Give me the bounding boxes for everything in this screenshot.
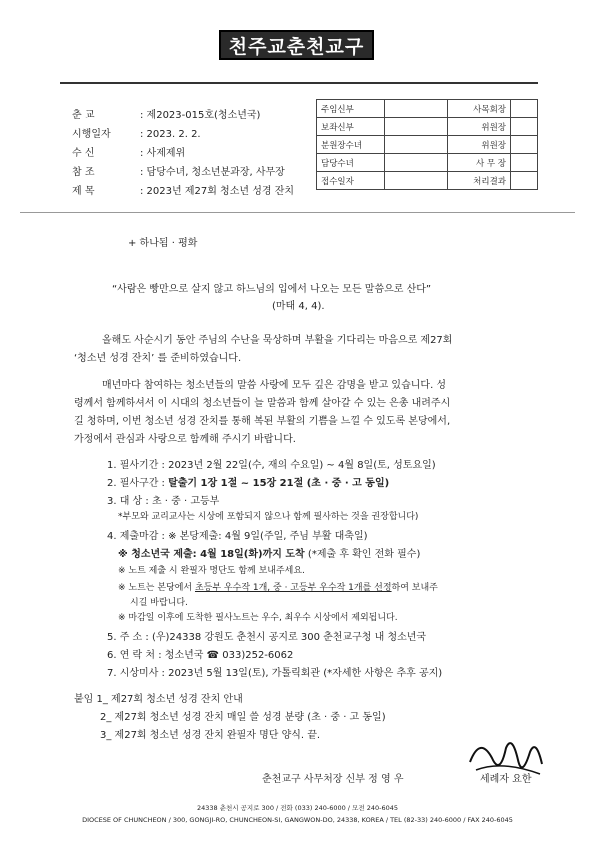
paragraph-line: ‘청소년 성경 잔치’ 를 준비하였습니다. xyxy=(74,353,242,364)
meta-label: 참 조 xyxy=(72,167,95,178)
item-section-value: 탈출기 1장 1절 ~ 15장 21절 (초 · 중 · 고 동일) xyxy=(168,478,390,489)
meta-row-date xyxy=(72,125,294,144)
approval-label: 사목회장 xyxy=(448,100,511,118)
approval-cell xyxy=(511,154,538,172)
paragraph-line: 매년마다 참여하는 청소년들의 말씀 사랑에 모두 깊은 감명을 받고 있습니다. 성 xyxy=(102,380,447,391)
deadline-note-part: ※ 노트는 본당에서 xyxy=(118,583,195,593)
meta-label: 시행일자 xyxy=(72,129,111,140)
approval-table xyxy=(316,99,538,190)
approval-row xyxy=(317,100,538,118)
deadline-note xyxy=(118,580,438,593)
deadline-office-note: (*제출 후 확인 전화 필수) xyxy=(304,549,421,560)
header-divider xyxy=(60,82,538,84)
section-divider xyxy=(20,212,575,213)
greeting: + 하나됨 · 평화 xyxy=(128,238,198,249)
approval-row xyxy=(317,172,538,190)
attachment-item: 2_ 제27회 청소년 성경 잔치 매일 쓸 성경 분량 (초 · 중 · 고 동일) xyxy=(100,712,386,723)
handwritten-signature xyxy=(462,730,552,790)
approval-cell xyxy=(511,172,538,190)
approval-cell xyxy=(385,154,448,172)
approval-label: 위원장 xyxy=(448,136,511,154)
approval-cell xyxy=(385,136,448,154)
approval-label: 담당수녀 xyxy=(317,154,385,172)
meta-value: : 2023. 2. 2. xyxy=(140,129,201,140)
approval-label: 주임신부 xyxy=(317,100,385,118)
footer-korean-address: 24338 춘천시 공지로 300 / 전화 (033) 240-6000 / 모전 240-6045 xyxy=(197,804,398,812)
document-meta xyxy=(72,106,294,201)
approval-cell xyxy=(385,100,448,118)
approval-cell xyxy=(385,172,448,190)
approval-cell xyxy=(511,100,538,118)
item-address: 5. 주 소 : (우)24338 강원도 춘천시 공지로 300 춘천교구청 내 청소년국 xyxy=(107,632,427,643)
paragraph-line: 길 청하며, 이번 청소년 성경 잔치를 통해 복된 부활의 기쁨을 느낄 수 있도록 본당에서, xyxy=(74,416,451,427)
approval-row xyxy=(317,118,538,136)
item-award-mass: 7. 시상미사 : 2023년 5월 13일(토), 가톨릭회관 (*자세한 사항은 추후 공지) xyxy=(107,668,443,679)
deadline-note-cont: 시길 바랍니다. xyxy=(130,598,188,608)
paragraph-line: 가정에서 관심과 사랑으로 함께해 주시기 바랍니다. xyxy=(74,434,296,445)
approval-cell xyxy=(511,136,538,154)
item-deadline-office xyxy=(118,545,420,560)
diocese-masthead: 천주교춘천교구 xyxy=(219,30,374,60)
footer-english-address: DIOCESE OF CHUNCHEON / 300, GONGJI-RO, CHUNCHEON-SI, GANGWON-DO, 24338, KOREA / TEL (82-33) 240-6000 / FAX 240-6045 xyxy=(82,816,513,824)
approval-label: 보좌신부 xyxy=(317,118,385,136)
deadline-office-bold: ※ 청소년국 제출: 4월 18일(화)까지 도착 xyxy=(118,549,305,560)
deadline-note: ※ 노트 제출 시 완필자 명단도 함께 보내주세요. xyxy=(118,566,305,576)
approval-label: 사 무 장 xyxy=(448,154,511,172)
approval-cell xyxy=(511,118,538,136)
item-contact: 6. 연 락 처 : 청소년국 ☎ 033)252-6062 xyxy=(107,650,294,661)
item-section xyxy=(107,474,389,489)
approval-label: 접수일자 xyxy=(317,172,385,190)
scripture-quote: “사람은 빵만으로 살지 않고 하느님의 입에서 나오는 모든 말씀으로 산다” xyxy=(112,284,432,295)
item-target: 3. 대 상 : 초 · 중 · 고등부 xyxy=(107,496,220,507)
paragraph-line: 올해도 사순시기 동안 주님의 수난을 묵상하며 부활을 기다리는 마음으로 제27회 xyxy=(102,335,453,346)
approval-cell xyxy=(385,118,448,136)
attachment-item: 붙임 1_ 제27회 청소년 성경 잔치 안내 xyxy=(74,694,243,705)
deadline-note-underlined: 초등부 우수작 1개, 중 · 고등부 우수작 1개를 선정 xyxy=(194,583,392,593)
meta-value: : 담당수녀, 청소년분과장, 사무장 xyxy=(140,167,285,178)
item-period: 1. 필사기간 : 2023년 2월 22일(수, 재의 수요일) ~ 4월 8일(토, 성토요일) xyxy=(107,460,436,471)
meta-label: 제 목 xyxy=(72,186,95,197)
approval-row xyxy=(317,136,538,154)
meta-row-subject xyxy=(72,182,294,201)
sender-baptismal-name: 세례자 요한 xyxy=(480,774,532,785)
approval-row xyxy=(317,154,538,172)
item-section-label: 2. 필사구간 : xyxy=(107,478,169,489)
deadline-note-part: 하여 보내주 xyxy=(391,583,438,593)
paragraph-line: 령께서 함께하셔서 이 시대의 청소년들이 늘 말씀과 함께 살아갈 수 있는 은총 내려주시 xyxy=(74,398,451,409)
meta-row-recipient xyxy=(72,144,294,163)
approval-label: 분원장수녀 xyxy=(317,136,385,154)
item-deadline: 4. 제출마감 : ※ 본당제출: 4월 9일(주일, 주님 부활 대축일) xyxy=(107,531,368,542)
meta-row-doc-number xyxy=(72,106,294,125)
meta-value: : 2023년 제27회 청소년 성경 잔치 xyxy=(140,186,295,197)
meta-value: : 제2023-015호(청소년국) xyxy=(140,110,261,121)
item-target-note: *부모와 교리교사는 시상에 포함되지 않으나 함께 필사하는 것을 권장합니다) xyxy=(118,512,419,522)
meta-value: : 사제제위 xyxy=(140,148,186,159)
approval-label: 처리결과 xyxy=(448,172,511,190)
attachment-item: 3_ 제27회 청소년 성경 잔치 완필자 명단 양식. 끝. xyxy=(100,730,321,741)
meta-label: 수 신 xyxy=(72,148,95,159)
sender-name: 춘천교구 사무처장 신부 정 영 우 xyxy=(262,774,404,785)
meta-label: 춘 교 xyxy=(72,110,95,121)
meta-row-reference xyxy=(72,163,294,182)
approval-label: 위원장 xyxy=(448,118,511,136)
scripture-reference: (마태 4, 4). xyxy=(272,301,325,312)
deadline-note: ※ 마감일 이후에 도착한 필사노트는 우수, 최우수 시상에서 제외됩니다. xyxy=(118,613,398,623)
